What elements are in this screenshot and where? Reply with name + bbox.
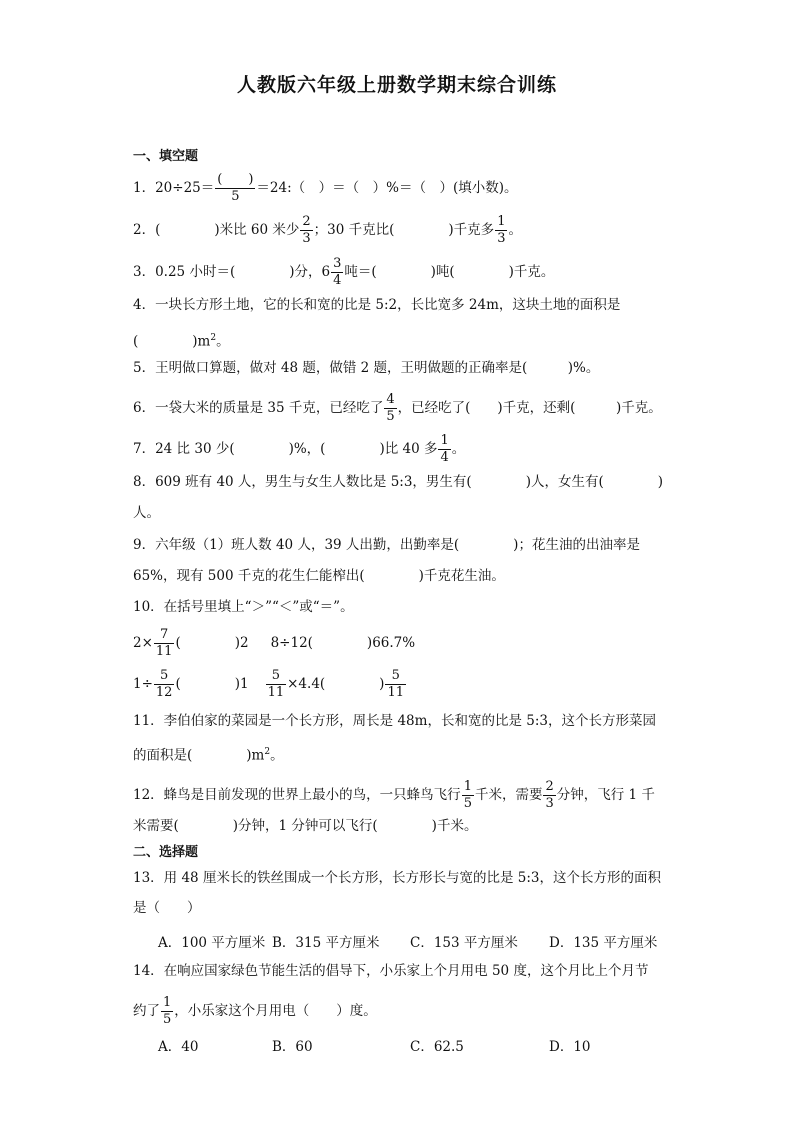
question-14-line-1: 14．在响应国家绿色节能生活的倡导下，小乐家上个月用电 50 度，这个月比上个月节 — [133, 963, 649, 979]
question-9-line-1: 9．六年级（1）班人数 40 人，39 人出勤，出勤率是( )；花生油的出油率是 — [133, 537, 640, 553]
question-11-line-1: 11．李伯伯家的菜园是一个长方形，周长是 48m，长和宽的比是 5:3，这个长方形菜园 — [133, 713, 656, 729]
q10-fraction-2: $\frac{5}{12}$ — [155, 668, 173, 700]
question-10-row-1: 2× $\frac{7}{11}$ ( )2 8÷12( )66.7% — [133, 627, 416, 659]
q13-option-a[interactable]: A．100 平方厘米 — [158, 935, 266, 951]
q10-fraction-3: $\frac{5}{11}$ — [267, 668, 285, 700]
q3-fraction: $\frac{3}{4}$ — [333, 256, 342, 288]
question-12-line-1: 12．蜂鸟是目前发现的世界上最小的鸟，一只蜂鸟飞行 $\frac{1}{5}$ 千米，需要 $\frac{2}{3}$ 分钟，飞行 1 千 — [133, 779, 655, 811]
q2-fraction-1: $\frac{2}{3}$ — [302, 214, 311, 246]
q2-fraction-2: $\frac{1}{3}$ — [497, 214, 506, 246]
question-12-line-2: 米需要( )分钟，1 分钟可以飞行( )千米。 — [133, 818, 478, 834]
page-title: 人教版六年级上册数学期末综合训练 — [236, 74, 557, 96]
q14-fraction: $\frac{1}{5}$ — [163, 995, 172, 1027]
q14-option-b[interactable]: B．60 — [272, 1039, 313, 1055]
q13-option-d[interactable]: D．135 平方厘米 — [549, 935, 658, 951]
q7-fraction: $\frac{1}{4}$ — [440, 433, 449, 465]
question-2: 2．( )米比 60 米少 $\frac{2}{3}$ ；30 千克比( )千克多 $\frac{1}{3}$ 。 — [133, 214, 522, 246]
question-1 — [133, 172, 518, 205]
q12-fraction-1: $\frac{1}{5}$ — [463, 779, 472, 811]
question-5: 5．王明做口算题，做对 48 题，做错 2 题，王明做题的正确率是( )%。 — [133, 360, 600, 376]
q1-text-a: 1．20÷25＝ — [133, 180, 215, 196]
q14-option-d[interactable]: D．10 — [549, 1039, 591, 1055]
section-fill-heading: 一、填空题 — [133, 149, 199, 164]
q1-fraction: ( ) 5 — [217, 172, 254, 204]
question-13-line-2: 是（ ） — [133, 900, 201, 916]
question-3: 3．0.25 小时＝( )分，6 $\frac{3}{4}$ 吨＝( )吨( )千克。 — [133, 256, 555, 288]
question-4-line-2: ( )$m^2$。 — [133, 333, 230, 350]
question-9-line-2: 65%，现有 500 千克的花生仁能榨出( )千克花生油。 — [133, 568, 505, 584]
question-11-line-2: 的面积是( )$m^2$。 — [133, 747, 284, 764]
question-8-line-2: 人。 — [133, 505, 160, 521]
question-10-stem: 10．在括号里填上“＞”“＜”或“＝”。 — [133, 599, 354, 615]
q14-option-c[interactable]: C．62.5 — [410, 1039, 464, 1055]
q10-fraction-1: $\frac{7}{11}$ — [155, 627, 173, 659]
q1-text-b: ＝24:（ ）＝（ ）%＝（ ）(填小数)。 — [256, 180, 518, 196]
q6-fraction: $\frac{4}{5}$ — [386, 392, 395, 424]
section-choice-heading: 二、选择题 — [133, 845, 199, 860]
q13-option-c[interactable]: C．153 平方厘米 — [410, 935, 518, 951]
q14-option-a[interactable]: A．40 — [158, 1039, 199, 1055]
question-7: 7．24 比 30 少( )%，( )比 40 多 $\frac{1}{4}$ 。 — [133, 433, 466, 465]
question-10-row-2: 1÷ $\frac{5}{12}$ ( )1 $\frac{5}{11}$ ×4.4( ) $\frac{5}{11}$ — [133, 668, 404, 700]
q13-option-b[interactable]: B．315 平方厘米 — [272, 935, 380, 951]
question-6: 6．一袋大米的质量是 35 千克，已经吃了 $\frac{4}{5}$ ，已经吃了( )千克，还剩( )千克。 — [133, 392, 662, 424]
question-4-line-1: 4．一块长方形土地，它的长和宽的比是 5:2，长比宽多 24m，这块土地的面积是 — [133, 297, 621, 313]
q12-fraction-2: $\frac{2}{3}$ — [545, 779, 554, 811]
question-13-line-1: 13．用 48 厘米长的铁丝围成一个长方形，长方形长与宽的比是 5:3，这个长方形的面积 — [133, 870, 661, 886]
question-14-line-2: 约了 $\frac{1}{5}$ ，小乐家这个月用电（ ）度。 — [133, 995, 377, 1027]
q10-fraction-4: $\frac{5}{11}$ — [387, 668, 404, 700]
question-8-line-1: 8．609 班有 40 人，男生与女生人数比是 5:3，男生有( )人，女生有( ) — [133, 474, 663, 490]
